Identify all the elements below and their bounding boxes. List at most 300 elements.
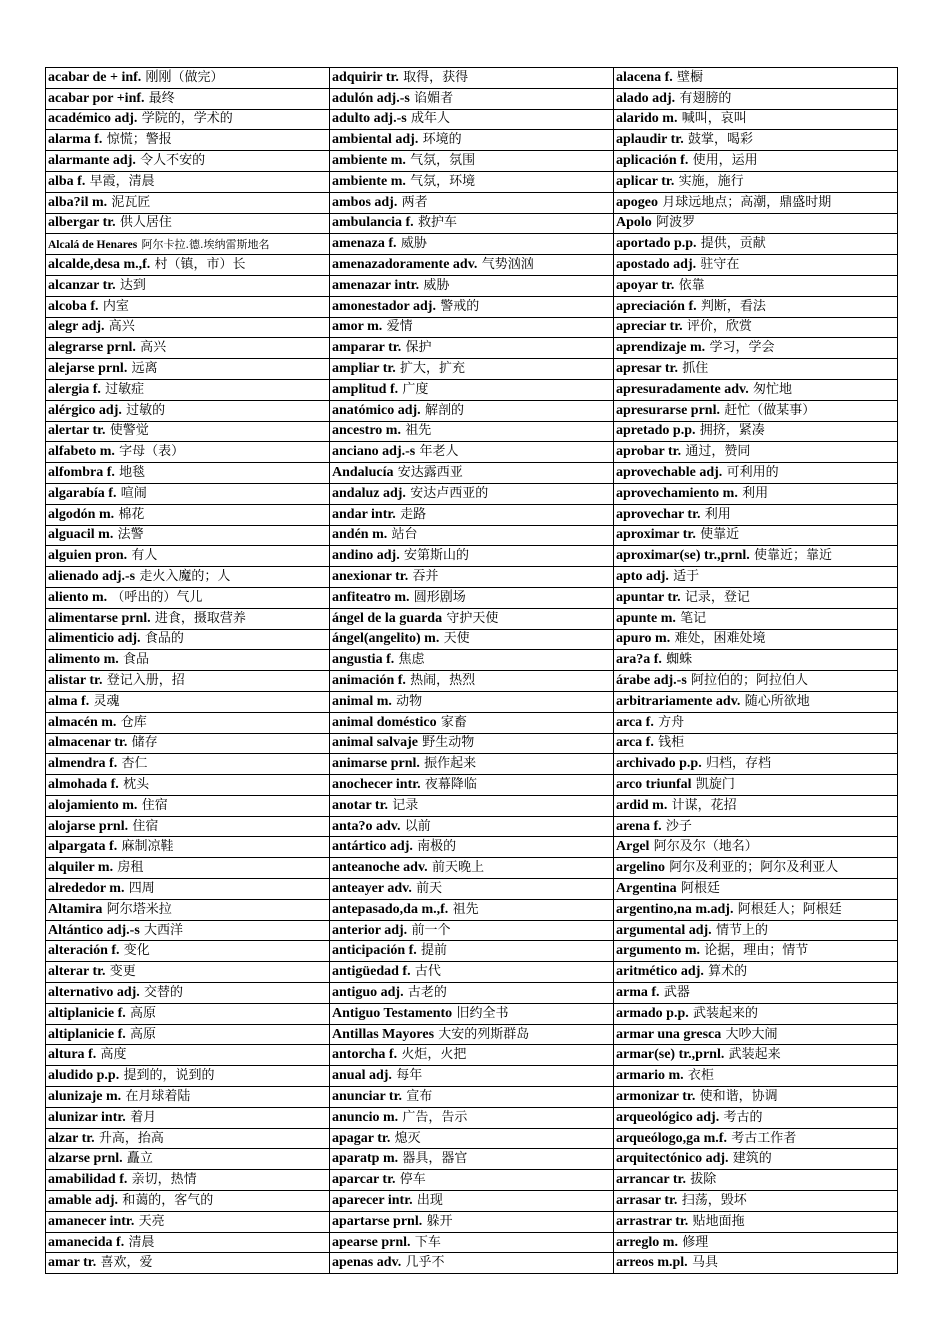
term: alzarse prnl. (48, 1151, 123, 1167)
definition: 考古工作者 (731, 1130, 797, 1146)
term: algarabía f. (48, 485, 117, 501)
vocab-cell (330, 442, 614, 463)
term: alergia f. (48, 381, 101, 397)
term: aplicar tr. (616, 173, 675, 189)
definition: 夜幕降临 (424, 776, 477, 792)
vocab-cell (46, 775, 330, 796)
definition: 杏仁 (121, 756, 148, 772)
vocab-cell (46, 1149, 330, 1170)
definition: 住宿 (132, 818, 159, 834)
term: arreglo m. (616, 1234, 678, 1250)
vocab-cell (46, 733, 330, 754)
term: anticipación f. (332, 943, 417, 959)
vocab-cell (46, 920, 330, 941)
term: alegr adj. (48, 319, 105, 335)
vocab-cell (46, 587, 330, 608)
vocab-cell (46, 379, 330, 400)
vocab-cell (330, 775, 614, 796)
definition: 过敏的 (126, 402, 166, 418)
term: alejarse prnl. (48, 361, 128, 377)
vocab-cell (614, 192, 898, 213)
term: alojarse prnl. (48, 818, 129, 834)
vocab-cell (330, 1066, 614, 1087)
vocab-cell (46, 1045, 330, 1066)
definition: 使和谐，协调 (699, 1088, 778, 1104)
table-row (46, 650, 898, 671)
vocab-cell (614, 1149, 898, 1170)
table-row (46, 317, 898, 338)
definition: 救护车 (417, 215, 457, 231)
vocab-cell (46, 1087, 330, 1108)
table-row (46, 1149, 898, 1170)
term: arrancar tr. (616, 1172, 686, 1188)
term: alrededor m. (48, 880, 125, 896)
vocab-cell (614, 691, 898, 712)
vocab-cell (46, 483, 330, 504)
vocab-cell (46, 962, 330, 983)
definition: 圆形剧场 (413, 589, 466, 605)
definition: 使用，运用 (692, 153, 758, 169)
term: alterar tr. (48, 964, 106, 980)
term: aritmético adj. (616, 964, 704, 980)
term: armonizar tr. (616, 1088, 696, 1104)
vocab-cell (614, 775, 898, 796)
term: arbitrariamente adv. (616, 693, 741, 709)
term: alfombra f. (48, 465, 115, 481)
vocab-cell (614, 442, 898, 463)
definition: 升高，抬高 (98, 1130, 164, 1146)
table-row (46, 379, 898, 400)
vocab-cell (614, 1170, 898, 1191)
definition: 建筑的 (732, 1151, 772, 1167)
term: alcoba f. (48, 298, 99, 314)
term: alegrarse prnl. (48, 340, 136, 356)
definition: 算术的 (708, 964, 748, 980)
vocab-cell (614, 109, 898, 130)
term: amenazar intr. (332, 277, 420, 293)
term: anciano adj.-s (332, 444, 416, 460)
vocab-cell (46, 1253, 330, 1274)
term: ángel de la guarda (332, 610, 443, 626)
vocab-cell (330, 899, 614, 920)
definition: 出现 (416, 1192, 443, 1208)
definition: 提前 (421, 943, 448, 959)
definition: 提到的，说到的 (123, 1068, 215, 1084)
table-row (46, 130, 898, 151)
definition: 大吵大闹 (725, 1026, 778, 1042)
definition: 地毯 (119, 465, 146, 481)
vocab-cell (614, 879, 898, 900)
definition: 仓库 (120, 714, 147, 730)
definition: 保护 (405, 340, 432, 356)
definition: 衣柜 (687, 1068, 714, 1084)
definition: 大安的列斯群岛 (438, 1026, 530, 1042)
vocabulary-table (45, 67, 898, 1274)
definition: 驻守在 (700, 257, 740, 273)
vocab-cell (46, 899, 330, 920)
term: alteración f. (48, 943, 120, 959)
definition: 适于 (673, 569, 700, 585)
term: alzar tr. (48, 1130, 95, 1146)
definition: 鼓掌，喝彩 (687, 132, 753, 148)
term: alérgico adj. (48, 402, 122, 418)
definition: 记录 (392, 797, 419, 813)
vocab-cell (46, 275, 330, 296)
vocab-cell (330, 712, 614, 733)
term: antepasado,da m.,f. (332, 901, 449, 917)
term: aprovechamiento m. (616, 485, 738, 501)
table-row (46, 858, 898, 879)
vocab-cell (614, 525, 898, 546)
definition: 宣布 (406, 1088, 433, 1104)
vocab-cell (614, 151, 898, 172)
vocab-cell (614, 1045, 898, 1066)
table-row (46, 1253, 898, 1274)
term: apresuradamente adv. (616, 381, 749, 397)
definition: 高原 (130, 1005, 157, 1021)
table-row (46, 712, 898, 733)
definition: 可利用的 (726, 465, 779, 481)
definition: 难处，困难处境 (674, 631, 766, 647)
vocab-cell (614, 504, 898, 525)
definition: 天使 (443, 631, 470, 647)
term: argumento m. (616, 943, 700, 959)
vocab-cell (614, 1066, 898, 1087)
table-row (46, 816, 898, 837)
table-row (46, 795, 898, 816)
term: armado p.p. (616, 1005, 689, 1021)
vocab-cell (330, 671, 614, 692)
definition: 情节上的 (715, 922, 768, 938)
definition: 月球远地点；高潮，鼎盛时期 (662, 194, 832, 210)
definition: 令人不安的 (140, 153, 206, 169)
definition: 大西洋 (144, 922, 184, 938)
table-row (46, 192, 898, 213)
definition: 过敏症 (105, 381, 145, 397)
vocab-cell (330, 1045, 614, 1066)
term: anuncio m. (332, 1109, 399, 1125)
vocab-cell (614, 463, 898, 484)
definition: 下车 (414, 1234, 441, 1250)
table-row (46, 68, 898, 89)
table-row (46, 234, 898, 255)
definition: 进食，摄取营养 (154, 610, 246, 626)
definition: 灵魂 (93, 693, 120, 709)
term: anteanoche adv. (332, 860, 428, 876)
vocab-cell (46, 650, 330, 671)
vocab-cell (330, 130, 614, 151)
vocab-cell (330, 858, 614, 879)
definition: 拥挤，紧凑 (699, 423, 765, 439)
term: Altántico adj.-s (48, 922, 140, 938)
vocab-cell (614, 379, 898, 400)
definition: 扫荡，毁坏 (681, 1192, 747, 1208)
vocab-cell (330, 213, 614, 234)
definition: 武装起来的 (693, 1005, 759, 1021)
term: ambiental adj. (332, 132, 419, 148)
term: andino adj. (332, 548, 400, 564)
vocab-cell (614, 421, 898, 442)
term: Antiguo Testamento (332, 1005, 453, 1021)
term: alienado adj.-s (48, 569, 136, 585)
vocab-cell (330, 1253, 614, 1274)
definition: 安达卢西亚的 (410, 485, 489, 501)
definition: 供人居住 (119, 215, 172, 231)
term: aproximar(se) tr.,prnl. (616, 548, 750, 564)
term: alba f. (48, 173, 86, 189)
table-row (46, 463, 898, 484)
definition: 马具 (691, 1255, 718, 1271)
table-row (46, 629, 898, 650)
vocab-cell (46, 1170, 330, 1191)
vocab-cell (330, 608, 614, 629)
table-row (46, 400, 898, 421)
definition: 记录，登记 (684, 589, 750, 605)
vocab-cell (330, 483, 614, 504)
vocab-cell (46, 983, 330, 1004)
vocab-cell (614, 899, 898, 920)
term: antigüedad f. (332, 964, 411, 980)
definition: 变化 (123, 943, 150, 959)
vocab-cell (46, 442, 330, 463)
vocab-cell (46, 691, 330, 712)
definition: 最终 (148, 90, 175, 106)
term: adulón adj.-s (332, 90, 410, 106)
vocab-cell (46, 525, 330, 546)
vocab-cell (46, 546, 330, 567)
table-row (46, 920, 898, 941)
definition: 威胁 (423, 277, 450, 293)
term: amor m. (332, 319, 383, 335)
definition: 热闹，热烈 (410, 673, 476, 688)
term: aprobar tr. (616, 444, 682, 460)
definition: 蜘蛛 (666, 652, 693, 668)
term: alba?il m. (48, 194, 108, 210)
definition: 食品的 (144, 631, 184, 647)
table-row (46, 255, 898, 276)
table-row (46, 1170, 898, 1191)
vocab-cell (46, 1066, 330, 1087)
definition: 贴地面拖 (692, 1213, 745, 1229)
term: árabe adj.-s (616, 673, 687, 688)
vocab-cell (46, 567, 330, 588)
term: alternativo adj. (48, 984, 140, 1000)
vocab-cell (46, 795, 330, 816)
vocab-cell (46, 130, 330, 151)
vocab-cell (46, 88, 330, 109)
vocab-cell (46, 1128, 330, 1149)
definition: 取得，获得 (403, 69, 469, 85)
vocab-cell (614, 816, 898, 837)
definition: 前天晚上 (431, 860, 484, 876)
table-row (46, 338, 898, 359)
vocab-cell (614, 650, 898, 671)
definition: 以前 (404, 818, 431, 834)
vocab-cell (614, 88, 898, 109)
vocab-cell (330, 379, 614, 400)
vocab-cell (614, 130, 898, 151)
vocab-cell (330, 463, 614, 484)
term: arena f. (616, 818, 662, 834)
definition: 亲切，热情 (131, 1172, 197, 1188)
vocab-cell (330, 192, 614, 213)
term: arca f. (616, 714, 654, 730)
vocab-cell (330, 275, 614, 296)
definition: 储存 (131, 735, 158, 751)
vocab-cell (330, 629, 614, 650)
definition: 清晨 (128, 1234, 155, 1250)
vocab-cell (46, 816, 330, 837)
term: ampliar tr. (332, 361, 396, 377)
term: almacén m. (48, 714, 117, 730)
term: alma f. (48, 693, 90, 709)
table-row (46, 983, 898, 1004)
table-row (46, 109, 898, 130)
definition: 交替的 (144, 984, 184, 1000)
table-row (46, 275, 898, 296)
vocab-cell (46, 463, 330, 484)
vocab-cell (614, 567, 898, 588)
term: anotar tr. (332, 797, 388, 813)
term: Apolo (616, 215, 652, 231)
term: alfabeto m. (48, 444, 115, 460)
vocab-cell (46, 213, 330, 234)
term: amable adj. (48, 1192, 118, 1208)
definition: 安达露西亚 (397, 465, 463, 481)
definition: 两者 (401, 194, 428, 210)
definition: 字母（表） (119, 444, 185, 460)
vocab-cell (330, 151, 614, 172)
vocab-cell (330, 88, 614, 109)
term: Antillas Mayores (332, 1026, 435, 1042)
term: Altamira (48, 901, 103, 917)
definition: 有人 (131, 548, 158, 564)
definition: 喧闹 (120, 485, 147, 501)
definition: 谄媚者 (414, 90, 454, 106)
definition: 利用 (742, 485, 769, 501)
definition: 阿波罗 (656, 215, 696, 231)
definition: 古代 (414, 964, 441, 980)
term: argentino,na m.adj. (616, 901, 734, 917)
vocab-cell (46, 712, 330, 733)
vocab-cell (330, 983, 614, 1004)
term: aludido p.p. (48, 1068, 120, 1084)
term: apunte m. (616, 610, 676, 626)
term: almacenar tr. (48, 735, 128, 751)
definition: 阿拉伯的；阿拉伯人 (691, 673, 809, 688)
term: arco triunfal (616, 776, 692, 792)
term: amenazadoramente adv. (332, 257, 478, 273)
definition: 枕头 (123, 776, 150, 792)
term: arqueológico adj. (616, 1109, 720, 1125)
table-row (46, 1087, 898, 1108)
vocab-cell (46, 151, 330, 172)
vocab-cell (330, 400, 614, 421)
vocab-cell (330, 317, 614, 338)
term: ambiente m. (332, 153, 406, 169)
vocab-cell (330, 1232, 614, 1253)
vocab-cell (46, 359, 330, 380)
term: Andalucía (332, 465, 394, 481)
term: alistar tr. (48, 673, 103, 688)
term: armar una gresca (616, 1026, 722, 1042)
term: alojamiento m. (48, 797, 138, 813)
table-row (46, 1211, 898, 1232)
table-row (46, 1107, 898, 1128)
vocabulary-table-body (46, 68, 898, 1274)
term: arquitectónico adj. (616, 1151, 729, 1167)
term: apresurarse prnl. (616, 402, 720, 418)
vocab-cell (614, 338, 898, 359)
term: Argel (616, 839, 650, 855)
definition: 武装起来 (728, 1047, 781, 1063)
vocab-cell (614, 795, 898, 816)
definition: 吞并 (412, 569, 439, 585)
table-row (46, 421, 898, 442)
definition: 学习，学会 (709, 340, 775, 356)
definition: 赶忙（做某事） (724, 402, 816, 418)
term: alunizaje m. (48, 1088, 122, 1104)
definition: 棉花 (118, 506, 145, 522)
definition: 匆忙地 (753, 381, 793, 397)
term: anteayer adv. (332, 880, 412, 896)
term: anexionar tr. (332, 569, 409, 585)
definition: 成年人 (410, 111, 450, 127)
vocab-cell (46, 317, 330, 338)
term: animal doméstico (332, 714, 437, 730)
vocab-cell (330, 109, 614, 130)
table-row (46, 1128, 898, 1149)
vocab-cell (46, 192, 330, 213)
vocab-cell (330, 255, 614, 276)
term: amanecer intr. (48, 1213, 135, 1229)
definition: 气氛，氛围 (410, 153, 476, 169)
vocab-cell (614, 754, 898, 775)
vocab-cell (330, 234, 614, 255)
definition: 达到 (119, 277, 146, 293)
term: arqueólogo,ga m.f. (616, 1130, 727, 1146)
vocab-cell (614, 68, 898, 89)
definition: 每年 (396, 1068, 423, 1084)
term: anta?o adv. (332, 818, 401, 834)
term: alpargata f. (48, 839, 118, 855)
table-row (46, 899, 898, 920)
definition: 四周 (128, 880, 155, 896)
vocab-cell (330, 1191, 614, 1212)
definition: 几乎不 (405, 1255, 445, 1271)
definition: 变更 (109, 964, 136, 980)
definition: 拔除 (690, 1172, 717, 1188)
definition: 壁橱 (677, 69, 704, 85)
definition: 解剖的 (424, 402, 464, 418)
vocab-cell (46, 338, 330, 359)
definition: 麻制凉鞋 (121, 839, 174, 855)
vocab-cell (614, 546, 898, 567)
table-row (46, 442, 898, 463)
vocab-cell (46, 754, 330, 775)
definition: 年老人 (419, 444, 459, 460)
vocab-cell (330, 920, 614, 941)
vocab-cell (614, 255, 898, 276)
definition: 早霞，清晨 (89, 173, 155, 189)
term: apostado adj. (616, 257, 697, 273)
term: argumental adj. (616, 922, 712, 938)
definition: 考古的 (723, 1109, 763, 1125)
term: alunizar intr. (48, 1109, 126, 1125)
table-row (46, 1024, 898, 1045)
definition: 南极的 (417, 839, 457, 855)
vocab-cell (46, 109, 330, 130)
